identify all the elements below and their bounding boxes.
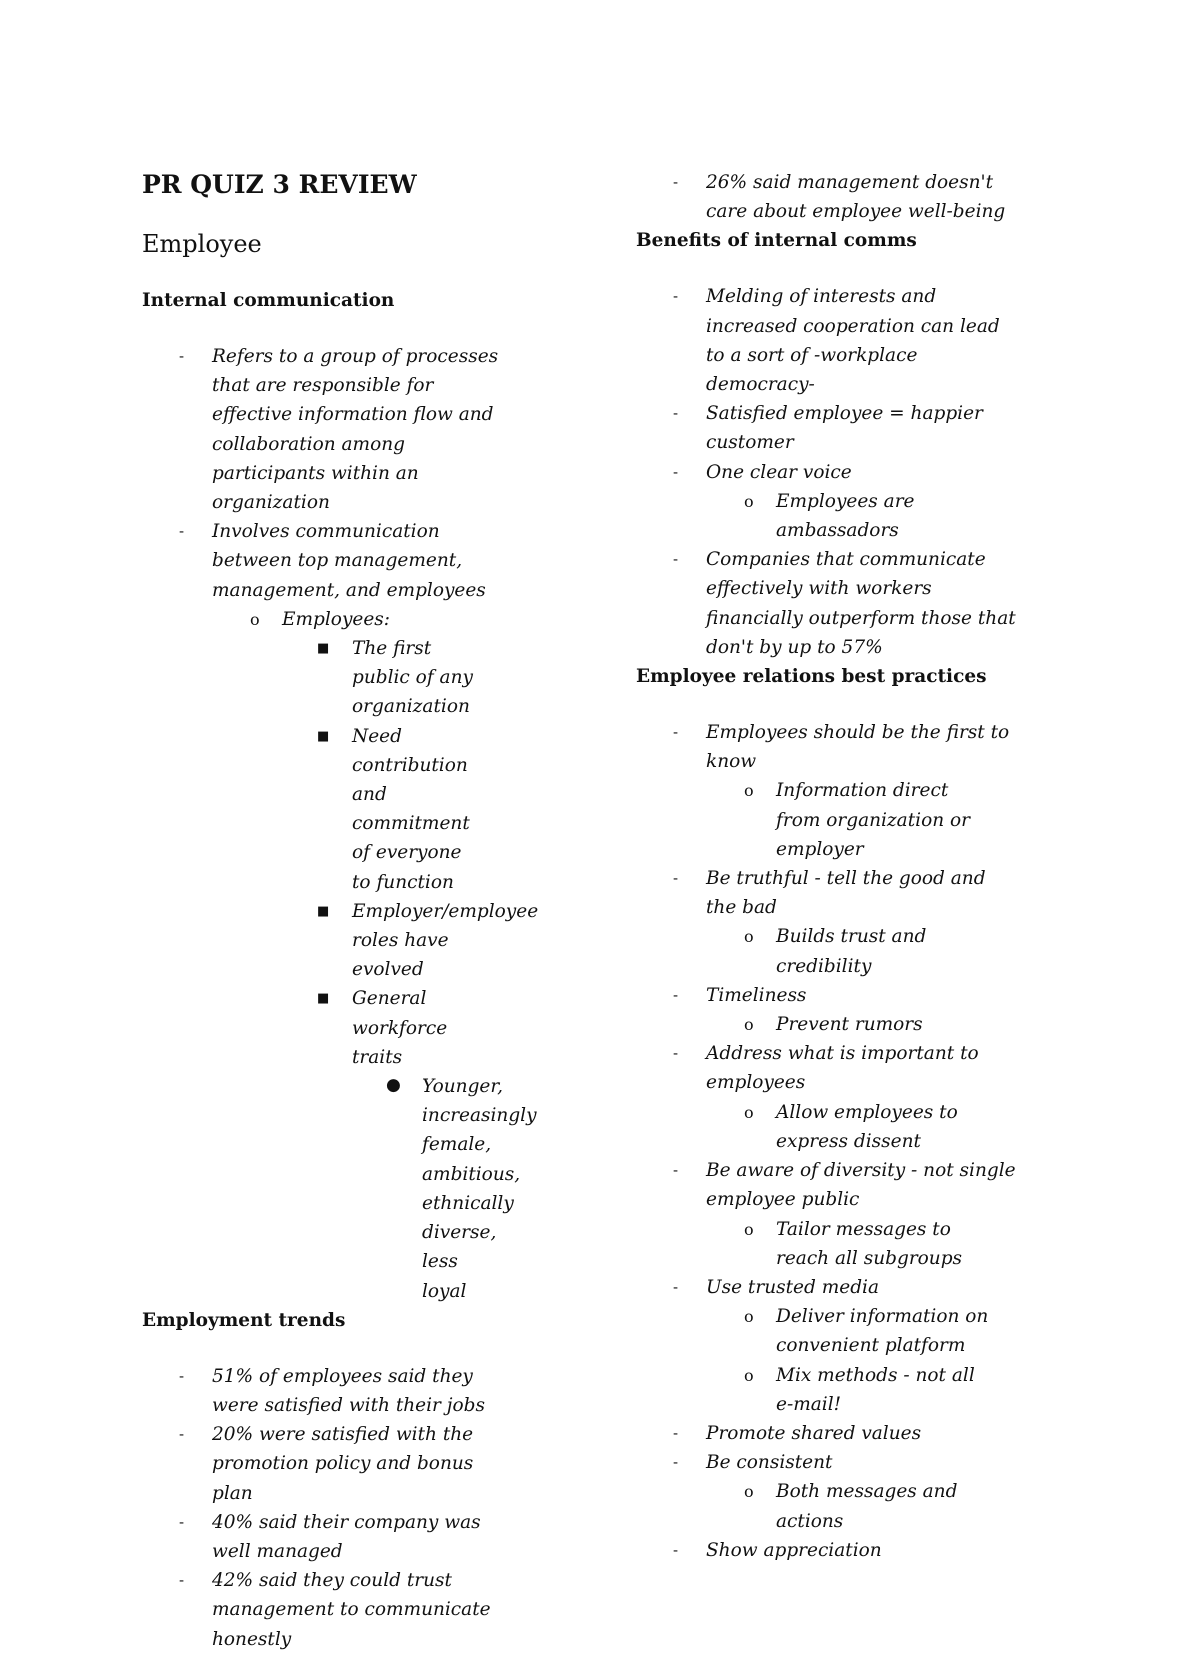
list-item-text: General workforce traits	[352, 988, 448, 1068]
list-item	[636, 399, 1016, 457]
list-item	[142, 1420, 502, 1508]
list-item-text: Use trusted media	[706, 1276, 879, 1298]
dash-marker: -	[673, 1540, 679, 1559]
list-item-text: Prevent rumors	[776, 1014, 923, 1036]
list-item-text: Employees should be the first to know	[706, 722, 1010, 773]
dash-marker: -	[179, 1512, 185, 1531]
dash-marker: -	[673, 1161, 679, 1180]
heading-internal-communication: Internal communication	[142, 290, 395, 311]
section-heading-employee: Employee	[142, 230, 262, 258]
sub-list	[212, 605, 539, 1306]
list-item	[706, 1098, 996, 1156]
list-item-text: Involves communication between top management, management, and employees	[212, 521, 486, 601]
list-item	[142, 1362, 502, 1420]
dash-marker: -	[673, 1423, 679, 1442]
list-item-text: 26% said management doesn't care about employee well-being	[706, 172, 1006, 223]
list-item-text: Younger, increasingly female, ambitious, ethnically diverse, less loyal	[422, 1076, 537, 1302]
list-item	[142, 1508, 502, 1566]
list-item-text: Deliver information on convenient platform	[776, 1306, 989, 1357]
list-item	[282, 984, 537, 1305]
circle-marker: o	[250, 609, 260, 629]
left-column	[142, 168, 582, 1654]
circle-marker: o	[744, 927, 754, 947]
list-item	[636, 1273, 1016, 1419]
list-item	[142, 517, 539, 1305]
list-item-text: Employer/employee roles have evolved	[352, 900, 539, 981]
circle-marker: o	[744, 491, 754, 511]
employment-trends-list-continued	[636, 168, 1016, 226]
list-item-text: Be aware of diversity - not single employee public	[706, 1160, 1016, 1211]
dash-marker: -	[673, 550, 679, 569]
list-item	[142, 1566, 502, 1654]
list-item-text: One clear voice	[706, 461, 852, 483]
dash-marker: -	[673, 173, 679, 191]
list-item	[636, 1156, 1016, 1273]
square-marker: ■	[317, 728, 330, 744]
list-item	[706, 1302, 996, 1360]
dash-marker: -	[179, 1425, 185, 1444]
list-item	[636, 981, 1016, 1039]
dash-marker: -	[179, 1571, 185, 1590]
dash-marker: -	[673, 404, 679, 423]
list-item	[706, 922, 996, 980]
list-item-text: Address what is important to employees	[706, 1043, 979, 1094]
square-marker: ■	[317, 903, 330, 919]
bullet-marker: ●	[386, 1075, 401, 1096]
dash-marker: -	[673, 985, 679, 1004]
circle-marker: o	[744, 781, 754, 801]
list-item	[352, 1072, 537, 1306]
list-item-text: Builds trust and credibility	[776, 926, 927, 977]
sub-list	[706, 776, 996, 864]
dash-marker: -	[673, 1277, 679, 1296]
list-item-text: 42% said they could trust management to communicate honestly	[212, 1570, 491, 1650]
list-item	[212, 605, 539, 1306]
sub-list	[706, 1098, 996, 1156]
dash-marker: -	[673, 1453, 679, 1472]
sub-list	[706, 1010, 996, 1039]
list-item	[706, 1477, 996, 1535]
sub-list	[706, 1477, 996, 1535]
list-item	[636, 864, 1016, 981]
list-item-text: Allow employees to express dissent	[776, 1101, 958, 1152]
dash-marker: -	[673, 869, 679, 888]
list-item	[636, 1039, 1016, 1156]
list-item	[636, 1419, 1016, 1448]
heading-best-practices: Employee relations best practices	[636, 666, 987, 688]
heading-employment-trends: Employment trends	[142, 1309, 346, 1331]
list-item-text: The first public of any organization	[352, 638, 473, 718]
list-item-text: Companies that communicate effectively with workers financially outperform those that don't by up to 57%	[706, 549, 1016, 658]
list-item	[706, 1010, 996, 1039]
dash-marker: -	[179, 347, 185, 365]
sub-list	[706, 1302, 996, 1419]
list-item-text: Tailor messages to reach all subgroups	[776, 1218, 963, 1269]
list-item	[636, 282, 1016, 399]
circle-marker: o	[744, 1219, 754, 1239]
list-item-text: Both messages and actions	[776, 1481, 958, 1532]
circle-marker: o	[744, 1365, 754, 1385]
square-marker: ■	[317, 991, 330, 1007]
list-item-text: Promote shared values	[706, 1422, 922, 1444]
list-item-text: Mix methods - not all e-mail!	[776, 1364, 975, 1415]
list-item	[706, 1215, 996, 1273]
list-item-text: Information direct from organization or employer	[776, 780, 970, 860]
dash-marker: -	[179, 522, 185, 541]
list-item-text: Refers to a group of processes that are responsible for effective information flow and collaboration among participants within an organization	[212, 346, 499, 514]
dash-marker: -	[673, 723, 679, 742]
circle-marker: o	[744, 1015, 754, 1035]
sub-list	[706, 1215, 996, 1273]
list-item-text: 20% were satisfied with the promotion policy and bonus plan	[212, 1424, 474, 1504]
sub-list	[706, 487, 996, 545]
list-item-text: 51% of employees said they were satisfied with their jobs	[212, 1365, 485, 1416]
list-item	[706, 1361, 996, 1419]
list-item	[282, 634, 484, 722]
list-item	[282, 722, 484, 897]
list-item	[282, 897, 539, 985]
dash-marker: -	[673, 1044, 679, 1063]
list-item	[636, 1536, 1016, 1565]
workforce-traits-list	[352, 1072, 537, 1306]
circle-marker: o	[744, 1102, 754, 1122]
list-item	[636, 718, 1016, 864]
employee-traits-list	[282, 634, 539, 1306]
internal-communication-list	[142, 342, 539, 1306]
list-item-text: 40% said their company was well managed	[212, 1511, 481, 1562]
best-practices-list	[636, 718, 1016, 1565]
right-column	[636, 168, 1086, 1565]
list-item-text: Need contribution and commitment of everyone to function	[352, 725, 470, 893]
list-item-text: Melding of interests and increased cooperation can lead to a sort of -workplace democracy-	[706, 286, 1000, 396]
dash-marker: -	[673, 287, 679, 306]
list-item	[706, 487, 996, 545]
document-title: PR QUIZ 3 REVIEW	[142, 170, 417, 199]
list-item-text: Timeliness	[706, 984, 807, 1006]
employment-trends-list	[142, 1362, 502, 1654]
benefits-list	[636, 282, 1016, 662]
list-item	[636, 458, 1016, 546]
square-marker: ■	[317, 641, 330, 657]
dash-marker: -	[673, 462, 679, 481]
list-item-text: Be truthful - tell the good and the bad	[706, 868, 986, 919]
list-item	[636, 1448, 1016, 1536]
list-item	[636, 545, 1016, 662]
heading-benefits: Benefits of internal comms	[636, 230, 917, 252]
list-item-text: Show appreciation	[706, 1539, 882, 1561]
dash-marker: -	[179, 1366, 185, 1385]
list-item-text: Be consistent	[706, 1452, 833, 1474]
list-item	[636, 168, 1016, 226]
list-item-text: Employees are ambassadors	[776, 490, 915, 542]
list-item	[142, 342, 502, 517]
list-item-text: Employees:	[282, 608, 391, 630]
sub-list	[706, 922, 996, 980]
list-item	[706, 776, 996, 864]
circle-marker: o	[744, 1482, 754, 1502]
circle-marker: o	[744, 1307, 754, 1327]
list-item-text: Satisfied employee = happier customer	[706, 403, 983, 454]
